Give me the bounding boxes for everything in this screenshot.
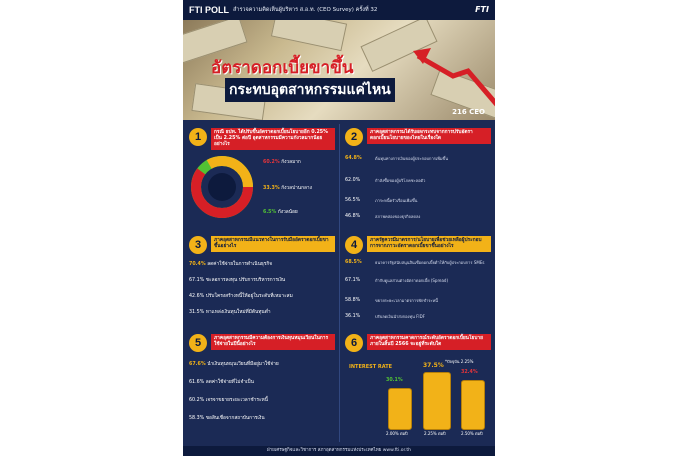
section-number-2: 2	[345, 128, 363, 146]
stat-3-3: 42.6% ปรับโครงสร้างหนี้ให้อยู่ในระดับที่เหมาะสม	[189, 294, 293, 299]
stat-2-4-label: สภาพคล่องของธุรกิจลดลง	[375, 214, 421, 219]
fti-poll-title: FTI POLL	[189, 5, 229, 15]
stat-3-4: 31.5% หาแหล่งเงินทุนใหม่ที่มีต้นทุนต่ำ	[189, 310, 271, 315]
stat-2-2-label: กำลังซื้อของผู้บริโภคชะลอตัว	[375, 178, 426, 183]
stat-1-3: 6.5% กังวลน้อย	[263, 210, 298, 215]
hero-title-line2: กระทบอุตสาหกรรมแค่ไหน	[225, 78, 395, 102]
stat-4-4: 36.1%	[345, 314, 361, 319]
stat-3-2: 67.1% ชะลอการลงทุน ปรับการบริหารการเงิน	[189, 278, 286, 283]
stat-5-3: 60.2% เจรจาขยายระยะเวลาชำระหนี้	[189, 398, 268, 403]
hero-banner	[183, 20, 495, 120]
coin-stack-2	[423, 372, 451, 430]
donut-chart-concern	[187, 152, 257, 222]
question-4: ภาครัฐควรมีมาตรการ/นโยบายเพื่อช่วยเหลือผู้ประกอบการจากภาวะอัตราดอกเบี้ยขาขึ้นอย่างไร	[367, 236, 491, 252]
stat-2-3-label: ภาระหนี้ครัวเรือนเพิ่มขึ้น	[375, 198, 418, 203]
coin-stack-1	[388, 388, 412, 430]
stat-4-3: 58.8%	[345, 298, 361, 303]
current-rate-note: *ปัจจุบัน 2.25%	[445, 359, 474, 364]
section-number-1: 1	[189, 128, 207, 146]
rising-arrow-icon	[413, 46, 495, 116]
section-number-5: 5	[189, 334, 207, 352]
hero-title-line1: อัตราดอกเบี้ยขาขึ้น	[211, 58, 354, 77]
stat-6-1: 30.1%	[386, 378, 403, 383]
section-number-3: 3	[189, 236, 207, 254]
stat-1-2: 33.3% กังวลปานกลาง	[263, 186, 312, 191]
stat-5-4: 58.3% ขอสินเชื่อจากสถาบันการเงิน	[189, 416, 265, 421]
stat-6-3: 32.4%	[461, 370, 478, 375]
stat-2-2: 62.0%	[345, 178, 361, 183]
stat-4-2: 67.1%	[345, 278, 361, 283]
question-6: ภาคอุตสาหกรรมคาดการณ์ระดับอัตราดอกเบี้ยนโยบาย ภายในสิ้นปี 2566 จะอยู่ที่ระดับใด	[367, 334, 491, 350]
coin-stack-3	[461, 380, 485, 430]
fti-logo: FTI	[475, 5, 489, 14]
column-divider	[339, 124, 340, 442]
stat-5-1: 67.6% นำเงินทุนหมุนเวียนที่มีอยู่มาใช้จ่าย	[189, 362, 279, 367]
question-5: ภาคอุตสาหกรรมมีความต้องการเงินทุนหมุนเวียนในการใช้จ่ายในปีนี้อย่างไร	[211, 334, 335, 350]
stat-2-1-label: ต้นทุนทางการเงินของผู้ประกอบการเพิ่มขึ้น	[375, 156, 448, 161]
question-1: กรณี ธปท. ได้ปรับขึ้นอัตราดอกเบี้ยนโยบายอีก 0.25% เป็น 2.25% ต่อปี อุตสาหกรรมมีความกังวลมากน้อยอย่างไร	[211, 128, 335, 150]
banknote-image	[271, 20, 347, 51]
section-number-6: 6	[345, 334, 363, 352]
survey-subtitle: สำรวจความคิดเห็นผู้บริหาร ส.อ.ท. (CEO Survey) ครั้งที่ 32	[233, 7, 378, 13]
stat-2-4: 46.8%	[345, 214, 361, 219]
stat-1-1: 60.2% กังวลมาก	[263, 160, 301, 165]
ceo-count: 216 CEO	[452, 108, 485, 116]
stat-4-1: 68.5%	[345, 260, 362, 265]
stat-6-1-label: 2.00% ต่อปี	[386, 431, 408, 436]
stat-6-3-label: 2.50% ต่อปี	[461, 431, 483, 436]
stat-6-2-label: 2.25% ต่อปี	[424, 431, 446, 436]
stat-4-1-label: ธนาคารรัฐสนับสนุนสินเชื่อดอกเบี้ยต่ำให้กับผู้ประกอบการ SMEs	[375, 260, 485, 265]
stat-2-3: 56.5%	[345, 198, 361, 203]
stat-4-3-label: ขยายระยะเวลามาตรการพักชำระหนี้	[375, 298, 438, 303]
infographic-poster	[183, 0, 495, 456]
stat-2-1: 64.8%	[345, 156, 362, 161]
footer-credit: ฝ่ายเศรษฐกิจและวิชาการ สภาอุตสาหกรรมแห่งประเทศไทย www.fti.or.th	[183, 446, 495, 456]
header-bar	[183, 0, 495, 20]
interest-rate-label: INTEREST RATE	[349, 364, 393, 370]
section-number-4: 4	[345, 236, 363, 254]
stat-3-1: 70.4% ลดค่าใช้จ่ายในการดำเนินธุรกิจ	[189, 262, 273, 267]
stat-5-2: 61.6% ลดค่าใช้จ่ายที่ไม่จำเป็น	[189, 380, 254, 385]
stat-6-2: 37.5%	[423, 362, 444, 369]
question-3: ภาคอุตสาหกรรมมีแนวทางในการรับมืออัตราดอกเบี้ยขาขึ้นอย่างไร	[211, 236, 335, 252]
question-2: ภาคอุตสาหกรรมได้รับผลกระทบจากการปรับอัตราดอกเบี้ยนโยบายของไทยในเรื่องใด	[367, 128, 491, 144]
stat-4-2-label: กำกับดูแลส่วนต่างอัตราดอกเบี้ย (Spread)	[375, 278, 449, 283]
stat-4-4-label: ปรับลดเงินนำส่งกองทุน FIDF	[375, 314, 425, 319]
